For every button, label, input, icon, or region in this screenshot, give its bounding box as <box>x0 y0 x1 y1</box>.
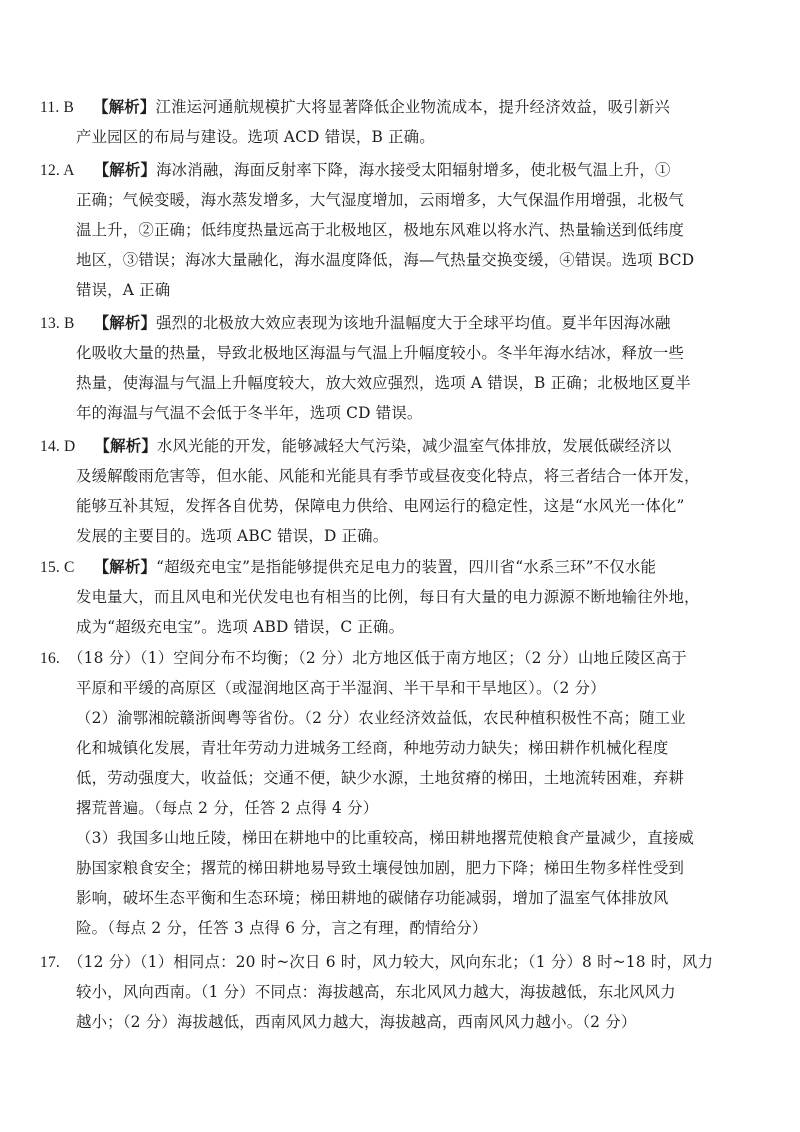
answer-text-line: 撂荒普遍。（每点 2 分，任答 2 点得 4 分） <box>76 799 379 817</box>
answer-17-line-1 <box>40 952 713 973</box>
question-number: 17. <box>40 954 60 971</box>
answer-15-line-1 <box>40 557 656 578</box>
analysis-tag: 【解析】 <box>94 437 157 455</box>
question-number: 11. B <box>40 99 75 116</box>
answer-text-line: （3）我国多山地丘陵，梯田在耕地中的比重较高，梯田耕地撂荒使粮食产量减少，直接威 <box>76 829 695 847</box>
answer-text: 海冰消融，海面反射率下降，海水接受太阳辐射增多，使北极气温上升，① <box>156 161 671 179</box>
answer-text-line: 较小，风向西南。（1 分）不同点：海拔越高，东北风风力越大，海拔越低，东北风风力 <box>76 983 676 1001</box>
question-number: 15. C <box>40 559 75 576</box>
analysis-tag: 【解析】 <box>93 314 157 332</box>
answer-text-line: 热量，使海温与气温上升幅度较大，放大效应强烈，选项 A 错误，B 正确；北极地区夏半 <box>76 374 691 392</box>
answer-14-line-1 <box>40 436 671 457</box>
answer-text-line: 险。（每点 2 分，任答 3 点得 6 分，言之有理，酌情给分） <box>76 919 488 937</box>
answer-16-line-1 <box>40 648 687 669</box>
analysis-tag: 【解析】 <box>93 98 156 116</box>
answer-text-line: 胁国家粮食安全；撂荒的梯田耕地易导致土壤侵蚀加剧，肥力下降；梯田生物多样性受到 <box>76 859 685 877</box>
answer-text: （12 分）（1）相同点：20 时~次日 6 时，风力较大，风向东北；（1 分）8 时~18 时，风力 <box>67 953 714 971</box>
answer-text-line: 产业园区的布局与建设。选项 ACD 错误，B 正确。 <box>76 128 435 146</box>
answer-text-line: 化和城镇化发展，青壮年劳动力进城务工经商，种地劳动力缺失；梯田耕作机械化程度 <box>76 739 669 757</box>
answer-text-line: 平原和平缓的高原区（或湿润地区高于半湿润、半干旱和干旱地区）。（2 分） <box>76 679 606 697</box>
question-number: 16. <box>40 650 60 667</box>
question-number: 14. D <box>40 438 76 455</box>
answer-text: 水风光能的开发，能够减轻大气污染，减少温室气体排放，发展低碳经济以 <box>156 437 672 455</box>
answer-text-line: 低，劳动强度大，收益低；交通不便，缺少水源，土地贫瘠的梯田，土地流转困难，弃耕 <box>76 769 685 787</box>
answer-text: “超级充电宝”是指能够提供充足电力的装置，四川省“水系三环”不仅水能 <box>156 558 657 576</box>
answer-text-line: （2）渝鄂湘皖赣浙闽粤等省份。（2 分）农业经济效益低，农民种植积极性不高；随工业 <box>76 709 686 727</box>
answer-13-line-1 <box>40 313 671 334</box>
answer-text: （18 分）（1）空间分布不均衡；（2 分）北方地区低于南方地区；（2 分）山地丘陵区高于 <box>67 649 687 667</box>
answer-text-line: 地区，③错误；海冰大量融化，海水温度降低，海—气热量交换变缓，④错误。选项 BCD <box>76 251 695 269</box>
answer-text-line: 化吸收大量的热量，导致北极地区海温与气温上升幅度较小。冬半年海水结冰，释放一些 <box>76 344 685 362</box>
analysis-tag: 【解析】 <box>93 558 157 576</box>
answer-text-line: 越小；（2 分）海拔越低，西南风风力越大，海拔越高，西南风风力越小。（2 分） <box>76 1013 637 1031</box>
answer-text-line: 成为“超级充电宝”。选项 ABD 错误，C 正确。 <box>76 618 405 636</box>
answer-text-line: 发电量大，而且风电和光伏发电也有相当的比例，每日有大量的电力源源不断地输往外地， <box>76 588 700 606</box>
answer-text-line: 影响，破坏生态平衡和生态环境；梯田耕地的碳储存功能减弱，增加了温室气体排放风 <box>76 889 669 907</box>
answer-text-line: 能够互补其短，发挥各自优势，保障电力供给、电网运行的稳定性，这是“水风光一体化” <box>76 497 685 515</box>
answer-text-line: 发展的主要目的。选项 ABC 错误，D 正确。 <box>76 527 389 545</box>
answer-text-line: 温上升，②正确；低纬度热量远高于北极地区，极地东风难以将水汽、热量输送到低纬度 <box>76 221 685 239</box>
answer-text-line: 年的海温与气温不会低于冬半年，选项 CD 错误。 <box>76 404 423 422</box>
answer-text-line: 正确；气候变暖，海水蒸发增多，大气湿度增加，云雨增多，大气保温作用增强，北极气 <box>76 191 685 209</box>
question-number: 13. B <box>40 315 75 332</box>
answer-text-line: 错误，A 正确 <box>76 281 171 299</box>
answer-11-line-1 <box>40 97 670 118</box>
answer-12-line-1 <box>40 160 671 181</box>
answer-text: 江淮运河通航规模扩大将显著降低企业物流成本，提升经济效益，吸引新兴 <box>155 98 670 116</box>
question-number: 12. A <box>40 162 75 179</box>
answer-text-line: 及缓解酸雨危害等，但水能、风能和光能具有季节或昼夜变化特点，将三者结合一体开发， <box>76 467 700 485</box>
answer-text: 强烈的北极放大效应表现为该地升温幅度大于全球平均值。夏半年因海冰融 <box>156 314 671 332</box>
analysis-tag: 【解析】 <box>93 161 157 179</box>
